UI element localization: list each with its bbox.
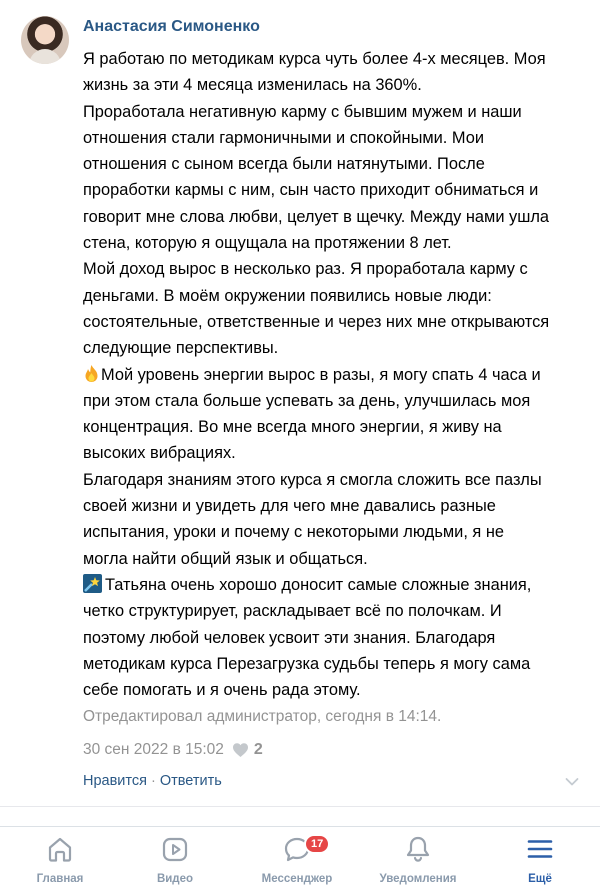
tab-messenger[interactable]: [237, 827, 357, 887]
tab-more[interactable]: [480, 827, 600, 887]
bell-icon: [403, 834, 433, 864]
shooting-star-emoji-icon: [83, 574, 102, 593]
comment-text: [83, 46, 595, 703]
tab-notifications[interactable]: [358, 827, 478, 887]
comment-line: следующие перспективы.: [83, 339, 279, 358]
action-separator: ·: [150, 773, 156, 789]
comment-line: [83, 362, 595, 388]
comment-line: проработки кармы с ним, сын часто приходит обниматься и: [83, 181, 539, 200]
comment-line: Проработала негативную карму с бывшим мужем и наши: [83, 102, 522, 121]
video-icon: [160, 834, 190, 864]
messenger-badge: 17: [304, 834, 330, 854]
comment-line: отношения с сыном всегда были натянутыми. После: [83, 155, 485, 174]
tab-notifications-label: Уведомления: [379, 873, 457, 885]
comment-line-text: Татьяна очень хорошо доносит самые сложные знания,: [105, 575, 532, 594]
comment-line: при этом стала больше успевать за день, улучшилась моя: [83, 391, 531, 410]
tab-home-label: Главная: [36, 873, 84, 885]
tab-video-label: Видео: [156, 873, 194, 885]
comment-date[interactable]: 30 сен 2022 в 15:02: [83, 741, 224, 758]
comment-line: отношения стали гармоничными и спокойными. Мои: [83, 128, 485, 147]
comment-line: [83, 572, 595, 598]
bottom-tab-bar: [0, 826, 600, 887]
comment-line: Мой доход вырос в несколько раз. Я проработала карму с: [83, 260, 528, 279]
tab-messenger-label: Мессенджер: [261, 873, 333, 885]
divider: [0, 806, 600, 807]
like-link[interactable]: Нравится: [83, 773, 147, 789]
fire-emoji-icon: [83, 364, 100, 383]
comment-line: жизнь за эти 4 месяца изменилась на 360%.: [83, 76, 422, 95]
tab-video[interactable]: [115, 827, 235, 887]
comment-meta: [83, 738, 263, 762]
reply-link[interactable]: Ответить: [159, 773, 222, 789]
tab-more-label: Ещё: [528, 873, 552, 885]
like-count: 2: [253, 741, 263, 758]
comment-line: себе помогать и я очень рада этому.: [83, 681, 361, 700]
comment-line: Благодаря знаниям этого курса я смогла сложить все пазлы: [83, 470, 542, 489]
comment-actions: [83, 773, 222, 789]
comment-line: испытания, уроки и почему с некоторыми людьми, я не: [83, 523, 505, 542]
comment-line: состоятельные, ответственные и через них мне открываются: [83, 312, 550, 331]
chevron-down-icon[interactable]: [565, 777, 579, 787]
menu-icon: [525, 834, 555, 864]
comment-line: Я работаю по методикам курса чуть более 4-х месяцев. Моя: [83, 50, 546, 68]
comment-line: четко структурирует, раскладывает всё по полочкам. И: [83, 602, 502, 621]
comment-line: методикам курса Перезагрузка судьбы теперь я могу сама: [83, 654, 531, 673]
heart-icon[interactable]: [232, 742, 249, 758]
comment-line: поэтому любой человек усвоит эти знания. Благодаря: [83, 628, 496, 647]
comment-line-text: Мой уровень энергии вырос в разы, я могу спать 4 часа и: [101, 365, 541, 384]
comment-line: деньгами. В моём окружении появились новые люди:: [83, 286, 492, 305]
comment-line: своей жизни и увидеть для чего мне давались разные: [83, 497, 496, 516]
comment-line: говорит мне слова любви, целует в щечку. Между нами ушла: [83, 207, 550, 226]
tab-home[interactable]: [0, 827, 120, 887]
comment-line: высоких вибрациях.: [83, 444, 236, 463]
author-name[interactable]: Анастасия Симоненко: [83, 18, 260, 35]
edited-note: Отредактировал администратор, сегодня в 14:14.: [83, 708, 442, 725]
comment-line: могла найти общий язык и общаться.: [83, 549, 368, 568]
comment-line: концентрация. Во мне всегда много энергии, я живу на: [83, 418, 502, 437]
home-icon: [45, 834, 75, 864]
comment-line: стена, которую я ощущала на протяжении 8 лет.: [83, 234, 452, 253]
author-avatar[interactable]: [21, 16, 69, 64]
